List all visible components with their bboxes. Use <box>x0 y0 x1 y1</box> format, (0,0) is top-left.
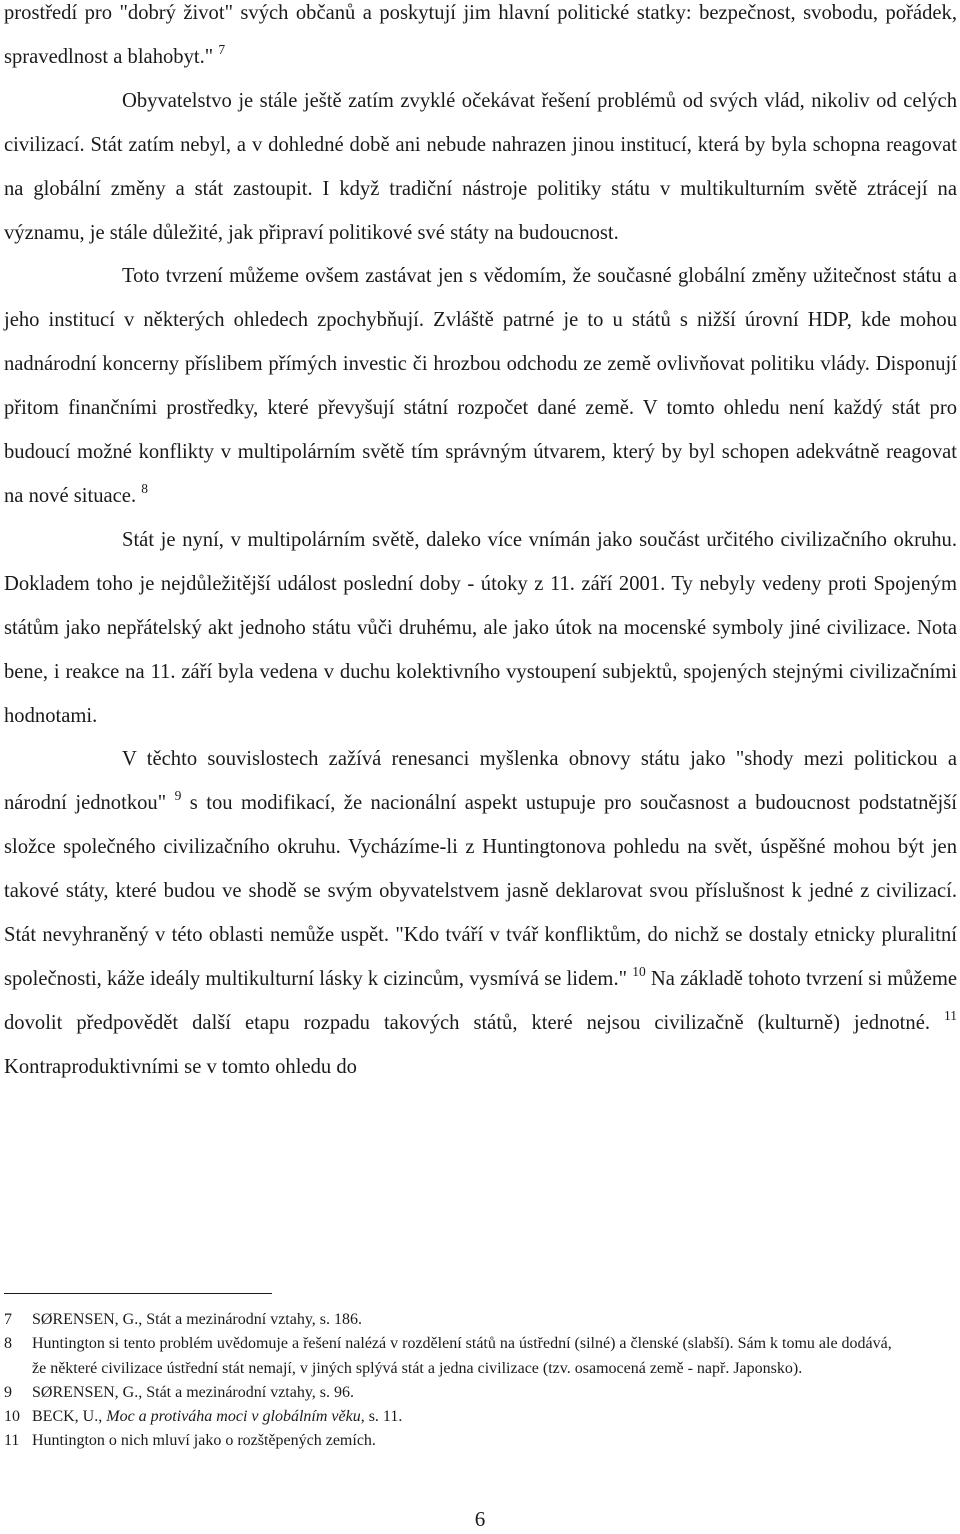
footnote-ref: 9 <box>174 788 182 804</box>
footnote-ref: 8 <box>141 480 148 496</box>
paragraph <box>4 0 957 80</box>
paragraph-text: s tou modifikací, že nacionální aspekt ustupuje pro současnost a budoucnost podstatnější složce společného civilizačního okruhu. Vycházíme-li z Huntingtonova pohledu na svět, úspěšné mohou být jen takové státy, které budou ve shodě se svým obyvatelstvem jasně deklarovat svou příslušnost k jedné z civilizací. Stát nevyhraněný v této oblasti nemůže uspět. "Kdo tváří v tvář konfliktům, do nichž se dostaly etnicky pluralitní společnosti, káže ideály multikulturní lásky k cizincům, vysmívá se lidem." <box>4 792 957 990</box>
footnote-ref: 10 <box>632 963 646 979</box>
footnote-body <box>32 1308 904 1332</box>
footnote-body <box>32 1381 904 1405</box>
paragraph-text: Obyvatelstvo je stále ještě zatím zvyklé očekávat řešení problémů od svých vlád, nikoliv od celých civilizací. Stát zatím nebyl, a v dohledné době ani nebude nahrazen jinou institucí, která by byla schopna reagovat na globální změny a stát zastoupit. I když tradiční nástroje politiky státu v multikulturním světě ztrácejí na významu, je stále důležité, jak připraví politikové své státy na budoucnost. <box>4 89 957 244</box>
paragraph <box>4 80 957 256</box>
body-text <box>4 0 957 1090</box>
footnote-body <box>32 1429 904 1453</box>
footnote-text: BECK, U., <box>32 1408 107 1426</box>
footnote-text: Huntington si tento problém uvědomuje a řešení nalézá v rozdělení států na ústřední (silné) a členské (slabší). Sám k tomu ale dodává, že některé civilizace ústřední stát nemají, v jiných splývá stát a jedna civilizace (tzv. osamocená země - např. Japonsko). <box>32 1335 892 1377</box>
paragraph <box>4 519 957 739</box>
footnotes <box>4 1308 904 1454</box>
footnote-number: 8 <box>4 1335 12 1353</box>
paragraph-text: Stát je nyní, v multipolárním světě, daleko více vnímán jako součást určitého civilizačního okruhu. Dokladem toho je nejdůležitější událost poslední doby - útoky z 11. září 2001. Ty nebyly vedeny proti Spojeným státům jako nepřátelský akt jednoho státu vůči druhému, ale jako útok na mocenské symboly jiné civilizace. Nota bene, i reakce na 11. září byla vedena v duchu kolektivního vystoupení subjektů, spojených stejnými civilizačními hodnotami. <box>4 528 957 727</box>
footnote-text: SØRENSEN, G., Stát a mezinárodní vztahy, s. 96. <box>32 1383 355 1401</box>
footnote-italic: Moc a protiváha moci v globálním věku <box>106 1408 361 1426</box>
paragraph-text: Toto tvrzení můžeme ovšem zastávat jen s vědomím, že současné globální změny užitečnost státu a jeho institucí v některých ohledech zpochybňují. Zvláště patrné je to u států s nižší úrovní HDP, kde mohou nadnárodní koncerny příslibem přímých investic či hrozbou odchodu ze země ovlivňovat politiku vlády. Disponují přitom finančními prostředky, které převyšují státní rozpočet dané země. V tomto ohledu není každý stát pro budoucí možné konflikty v multipolárním světě tím správným útvarem, který by byl schopen adekvátně reagovat na nové situace. <box>4 265 957 507</box>
footnote-body <box>32 1332 904 1381</box>
footnote-separator <box>4 1293 272 1294</box>
footnote-body <box>32 1405 904 1429</box>
paragraph-text: Kontraproduktivními se v tomto ohledu do <box>4 1055 357 1078</box>
page-number: 6 <box>474 1507 486 1531</box>
paragraph <box>4 255 957 518</box>
footnote <box>4 1308 904 1332</box>
paragraph-text: V těchto souvislostech zažívá renesanci myšlenka obnovy státu jako "shody mezi politickou a národní jednotkou" <box>4 748 957 815</box>
footnote <box>4 1429 904 1453</box>
footnote-ref: 11 <box>944 1007 957 1023</box>
footnote <box>4 1405 904 1429</box>
paragraph-text: prostředí pro "dobrý život" svých občanů a poskytují jim hlavní politické statky: bezpečnost, svobodu, pořádek, spravedlnost a blahobyt." <box>4 2 957 68</box>
footnote-number: 11 <box>4 1432 20 1450</box>
paragraph-text: Na základě tohoto tvrzení si můžeme dovolit předpovědět další etapu rozpadu takových států, které nejsou civilizačně (kulturně) jednotné. <box>4 967 957 1034</box>
footnote <box>4 1332 904 1381</box>
footnote-text: Huntington o nich mluví jako o rozštěpených zemích. <box>32 1432 376 1450</box>
paragraph <box>4 738 957 1089</box>
footnote-number: 9 <box>4 1383 12 1401</box>
footnote-text: SØRENSEN, G., Stát a mezinárodní vztahy, s. 186. <box>32 1311 363 1328</box>
footnote-number: 10 <box>4 1408 20 1426</box>
footnote-number: 7 <box>4 1311 12 1328</box>
footnote <box>4 1381 904 1405</box>
footnote-ref: 7 <box>218 41 226 57</box>
footnote-text: , s. 11. <box>360 1408 403 1426</box>
